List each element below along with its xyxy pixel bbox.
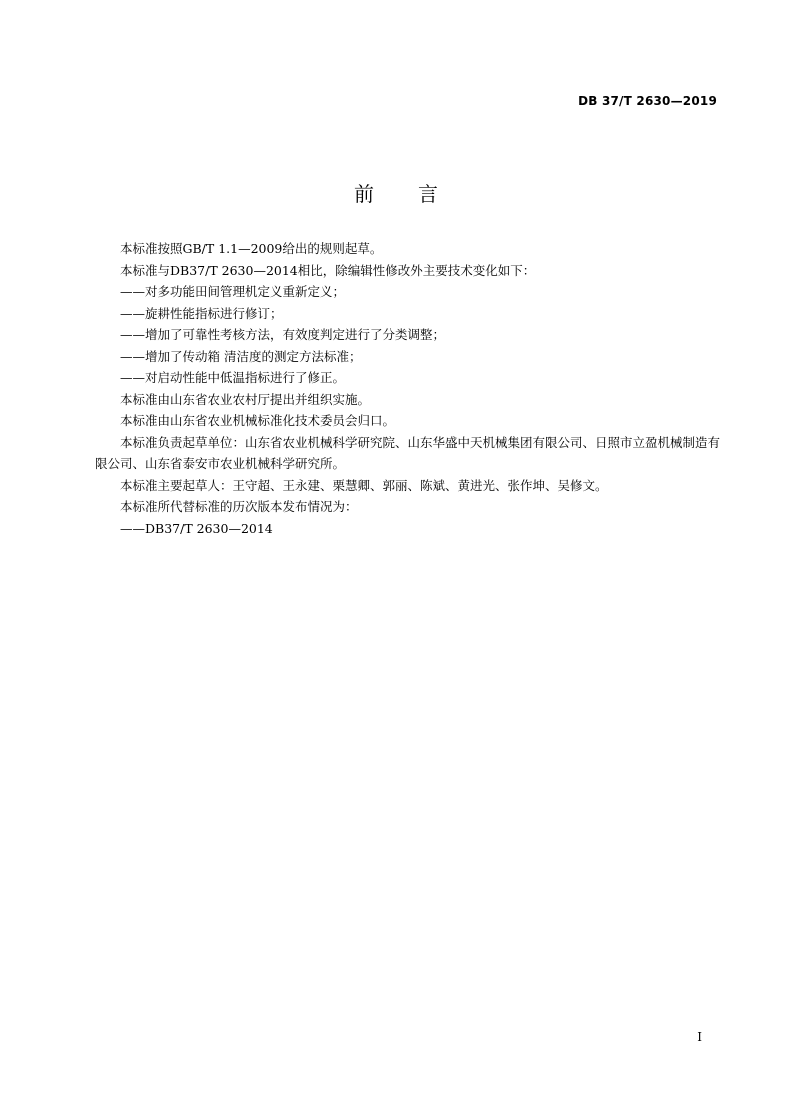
change-item: ——增加了可靠性考核方法，有效度判定进行了分类调整； [120,327,446,342]
change-item: ——增加了传动箱 清洁度的测定方法标准； [120,348,362,364]
change-item: ——旋耕性能指标进行修订； [120,305,283,321]
paragraph-history-intro: 本标准所代替标准的历次版本发布情况为： [120,499,358,514]
paragraph-committee: 本标准由山东省农业机械标准化技术委员会归口。 [120,413,396,428]
page-title [0,178,792,207]
change-item: ——对多功能田间管理机定义重新定义； [120,284,346,299]
paragraph-drafting-units: 本标准负责起草单位：山东省农业机械科学研究院、山东华盛中天机械集团有限公司、日照市立盈机械制造有限公司、山东省泰安市农业机械科学研究所。 [95,434,721,471]
history-item: ——DB37/T 2630—2014 [120,520,273,536]
document-code: DB 37/T 2630—2019 [578,94,717,108]
change-item: ——对启动性能中低温指标进行了修正。 [120,370,346,385]
paragraph-drafters: 本标准主要起草人：王守超、王永建、栗慧卿、郭丽、陈斌、黄进光、张作坤、吴修文。 [120,477,608,493]
paragraph-proposer: 本标准由山东省农业农村厅提出并组织实施。 [120,391,371,407]
foreword-body [95,238,720,539]
title-char-1: 前 [354,182,374,206]
page-number: I [697,1030,702,1044]
paragraph-drafting-rules: 本标准按照GB/T 1.1—2009给出的规则起草。 [120,241,383,256]
title-char-2: 言 [418,182,438,206]
paragraph-comparison: 本标准与DB37/T 2630—2014相比，除编辑性修改外主要技术变化如下： [120,262,536,278]
